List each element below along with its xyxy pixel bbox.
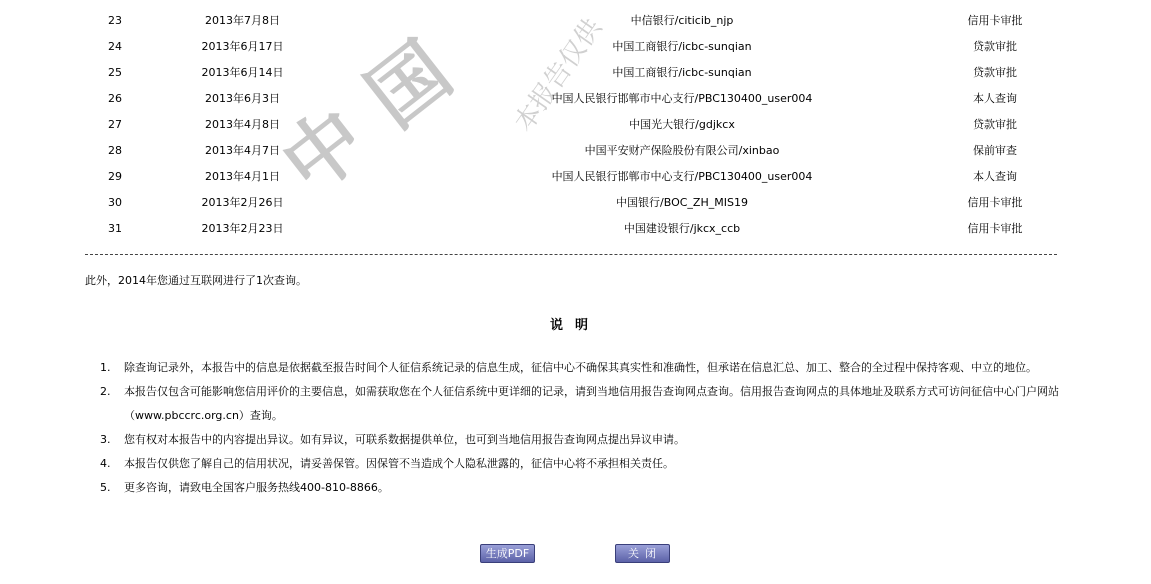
close-button[interactable]: 关闭 bbox=[615, 544, 670, 563]
query-reason: 信用卡审批 bbox=[967, 222, 1023, 235]
query-institution: 中国工商银行/icbc-sunqian bbox=[612, 40, 752, 53]
query-reason: 贷款审批 bbox=[973, 40, 1017, 53]
note-number: 3. bbox=[100, 433, 111, 446]
note-number: 1. bbox=[100, 361, 111, 374]
table-row bbox=[0, 164, 1151, 190]
note-text: 除查询记录外，本报告中的信息是依据截至报告时间个人征信系统记录的信息生成，征信中心不确保其真实性和准确性，但承诺在信息汇总、加工、整合的全过程中保持客观、中立的地位。 bbox=[124, 361, 1037, 374]
query-date: 2013年4月7日 bbox=[205, 144, 280, 157]
note-number: 4. bbox=[100, 457, 111, 470]
dashed-divider bbox=[85, 254, 1057, 255]
query-institution: 中国人民银行邯郸市中心支行/PBC130400_user004 bbox=[551, 92, 813, 105]
query-institution: 中国银行/BOC_ZH_MIS19 bbox=[616, 196, 748, 209]
query-reason: 信用卡审批 bbox=[967, 196, 1023, 209]
row-number: 25 bbox=[108, 66, 122, 79]
note-text: 更多咨询，请致电全国客户服务热线400-810-8866。 bbox=[124, 481, 389, 494]
query-institution: 中国工商银行/icbc-sunqian bbox=[612, 66, 752, 79]
query-date: 2013年2月26日 bbox=[201, 196, 284, 209]
row-number: 28 bbox=[108, 144, 122, 157]
row-number: 23 bbox=[108, 14, 122, 27]
table-row bbox=[0, 216, 1151, 242]
table-row bbox=[0, 60, 1151, 86]
query-date: 2013年6月14日 bbox=[201, 66, 284, 79]
row-number: 24 bbox=[108, 40, 122, 53]
query-institution: 中信银行/citicib_njp bbox=[630, 14, 734, 27]
generate-pdf-button[interactable]: 生成PDF bbox=[480, 544, 535, 563]
query-date: 2013年4月1日 bbox=[205, 170, 280, 183]
note-item bbox=[100, 428, 1065, 452]
query-reason: 贷款审批 bbox=[973, 118, 1017, 131]
query-institution: 中国建设银行/jkcx_ccb bbox=[623, 222, 741, 235]
query-date: 2013年6月17日 bbox=[201, 40, 284, 53]
table-row bbox=[0, 138, 1151, 164]
row-number: 29 bbox=[108, 170, 122, 183]
note-text: 您有权对本报告中的内容提出异议。如有异议，可联系数据提供单位，也可到当地信用报告查询网点提出异议申请。 bbox=[124, 433, 685, 446]
note-text: 本报告仅包含可能影响您信用评价的主要信息，如需获取您在个人征信系统中更详细的记录，请到当地信用报告查询网点查询。信用报告查询网点的具体地址及联系方式可访问征信中心门户网站（www.pbccrc.org.cn）查询。 bbox=[124, 385, 1059, 422]
row-number: 30 bbox=[108, 196, 122, 209]
query-reason: 本人查询 bbox=[973, 92, 1017, 105]
query-date: 2013年2月23日 bbox=[201, 222, 284, 235]
table-row bbox=[0, 112, 1151, 138]
note-item bbox=[100, 356, 1065, 380]
table-row bbox=[0, 8, 1151, 34]
row-number: 31 bbox=[108, 222, 122, 235]
internet-query-note: 此外，2014年您通过互联网进行了1次查询。 bbox=[85, 274, 307, 287]
query-reason: 信用卡审批 bbox=[967, 14, 1023, 27]
query-date: 2013年4月8日 bbox=[205, 118, 280, 131]
table-row bbox=[0, 86, 1151, 112]
svg-text:本报告仅供: 本报告仅供 bbox=[508, 13, 609, 138]
query-institution: 中国人民银行邯郸市中心支行/PBC130400_user004 bbox=[551, 170, 813, 183]
query-date: 2013年6月3日 bbox=[205, 92, 280, 105]
note-item bbox=[100, 452, 1065, 476]
table-row bbox=[0, 190, 1151, 216]
query-reason: 贷款审批 bbox=[973, 66, 1017, 79]
svg-text:中国: 中国 bbox=[266, 7, 492, 212]
query-date: 2013年7月8日 bbox=[205, 14, 280, 27]
row-number: 26 bbox=[108, 92, 122, 105]
row-number: 27 bbox=[108, 118, 122, 131]
note-number: 5. bbox=[100, 481, 111, 494]
note-number: 2. bbox=[100, 385, 111, 398]
table-row bbox=[0, 34, 1151, 60]
note-text: 本报告仅供您了解自己的信用状况，请妥善保管。因保管不当造成个人隐私泄露的，征信中心将不承担相关责任。 bbox=[124, 457, 674, 470]
query-institution: 中国平安财产保险股份有限公司/xinbao bbox=[584, 144, 780, 157]
notes-list bbox=[100, 356, 1065, 500]
section-title: 说明 bbox=[549, 318, 600, 333]
query-institution: 中国光大银行/gdjkcx bbox=[629, 118, 735, 131]
note-item bbox=[100, 380, 1065, 428]
note-item bbox=[100, 476, 1065, 500]
query-reason: 保前审查 bbox=[973, 144, 1017, 157]
query-reason: 本人查询 bbox=[973, 170, 1017, 183]
